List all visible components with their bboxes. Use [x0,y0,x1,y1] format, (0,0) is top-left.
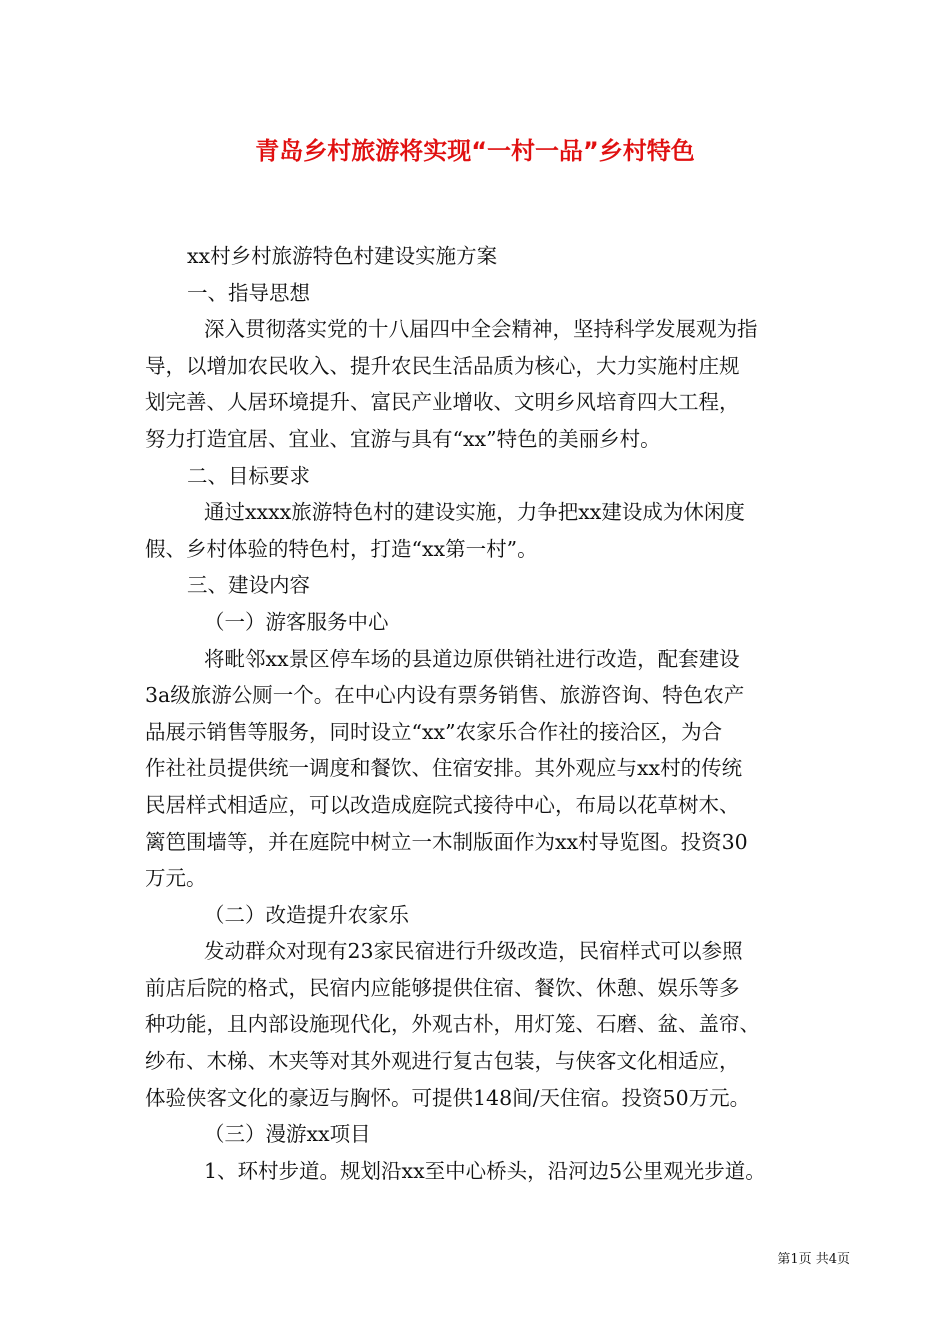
text-line: 种功能，且内部设施现代化，外观古朴，用灯笼、石磨、盆、盖帘、 [145,1012,760,1037]
page-footer: 第1页 共4页 [777,1252,850,1267]
text-line: 二、目标要求 [187,463,310,488]
text-line: 三、建设内容 [187,573,310,598]
text-line: 导，以增加农民收入、提升农民生活品质为核心，大力实施村庄规 [145,353,740,378]
text-line: 3a级旅游公厕一个。在中心内设有票务销售、旅游咨询、特色农产 [145,683,745,708]
text-line: 纱布、木梯、木夹等对其外观进行复古包装，与侠客文化相适应， [145,1049,740,1074]
text-line: 努力打造宜居、宜业、宜游与具有“xx”特色的美丽乡村。 [145,426,661,451]
text-line: 通过xxxx旅游特色村的建设实施，力争把xx建设成为休闲度 [204,500,745,525]
text-line: 作社社员提供统一调度和餐饮、住宿安排。其外观应与xx村的传统 [145,756,743,781]
text-line: 划完善、人居环境提升、富民产业增收、文明乡风培育四大工程， [145,390,740,415]
text-line: 将毗邻xx景区停车场的县道边原供销社进行改造，配套建设 [204,646,740,671]
text-line: 品展示销售等服务，同时设立“xx”农家乐合作社的接洽区，为合 [145,719,723,744]
text-line: （二）改造提升农家乐 [204,902,409,927]
text-line: 体验侠客文化的豪迈与胸怀。可提供148间/天住宿。投资50万元。 [145,1085,751,1110]
text-line: （一）游客服务中心 [204,609,389,634]
document-title: 青岛乡村旅游将实现“一村一品”乡村特色 [255,137,695,165]
text-line: 篱笆围墙等，并在庭院中树立一木制版面作为xx村导览图。投资30 [145,829,748,854]
text-line: （三）漫游xx项目 [204,1122,371,1147]
document-body [145,238,813,1189]
text-line: 发动群众对现有23家民宿进行升级改造，民宿样式可以参照 [204,939,743,964]
text-line: 深入贯彻落实党的十八届四中全会精神，坚持科学发展观为指 [204,317,758,342]
text-line: 假、乡村体验的特色村，打造“xx第一村”。 [145,536,538,561]
text-line: 民居样式相适应，可以改造成庭院式接待中心，布局以花草树木、 [145,792,740,817]
text-line: 一、指导思想 [187,280,310,305]
text-line: 万元。 [145,866,207,891]
text-line: 前店后院的格式，民宿内应能够提供住宿、餐饮、休憩、娱乐等多 [145,975,740,1000]
text-line: xx村乡村旅游特色村建设实施方案 [187,244,498,268]
text-line: 1、环村步道。规划沿xx至中心桥头，沿河边5公里观光步道。 [204,1158,766,1183]
